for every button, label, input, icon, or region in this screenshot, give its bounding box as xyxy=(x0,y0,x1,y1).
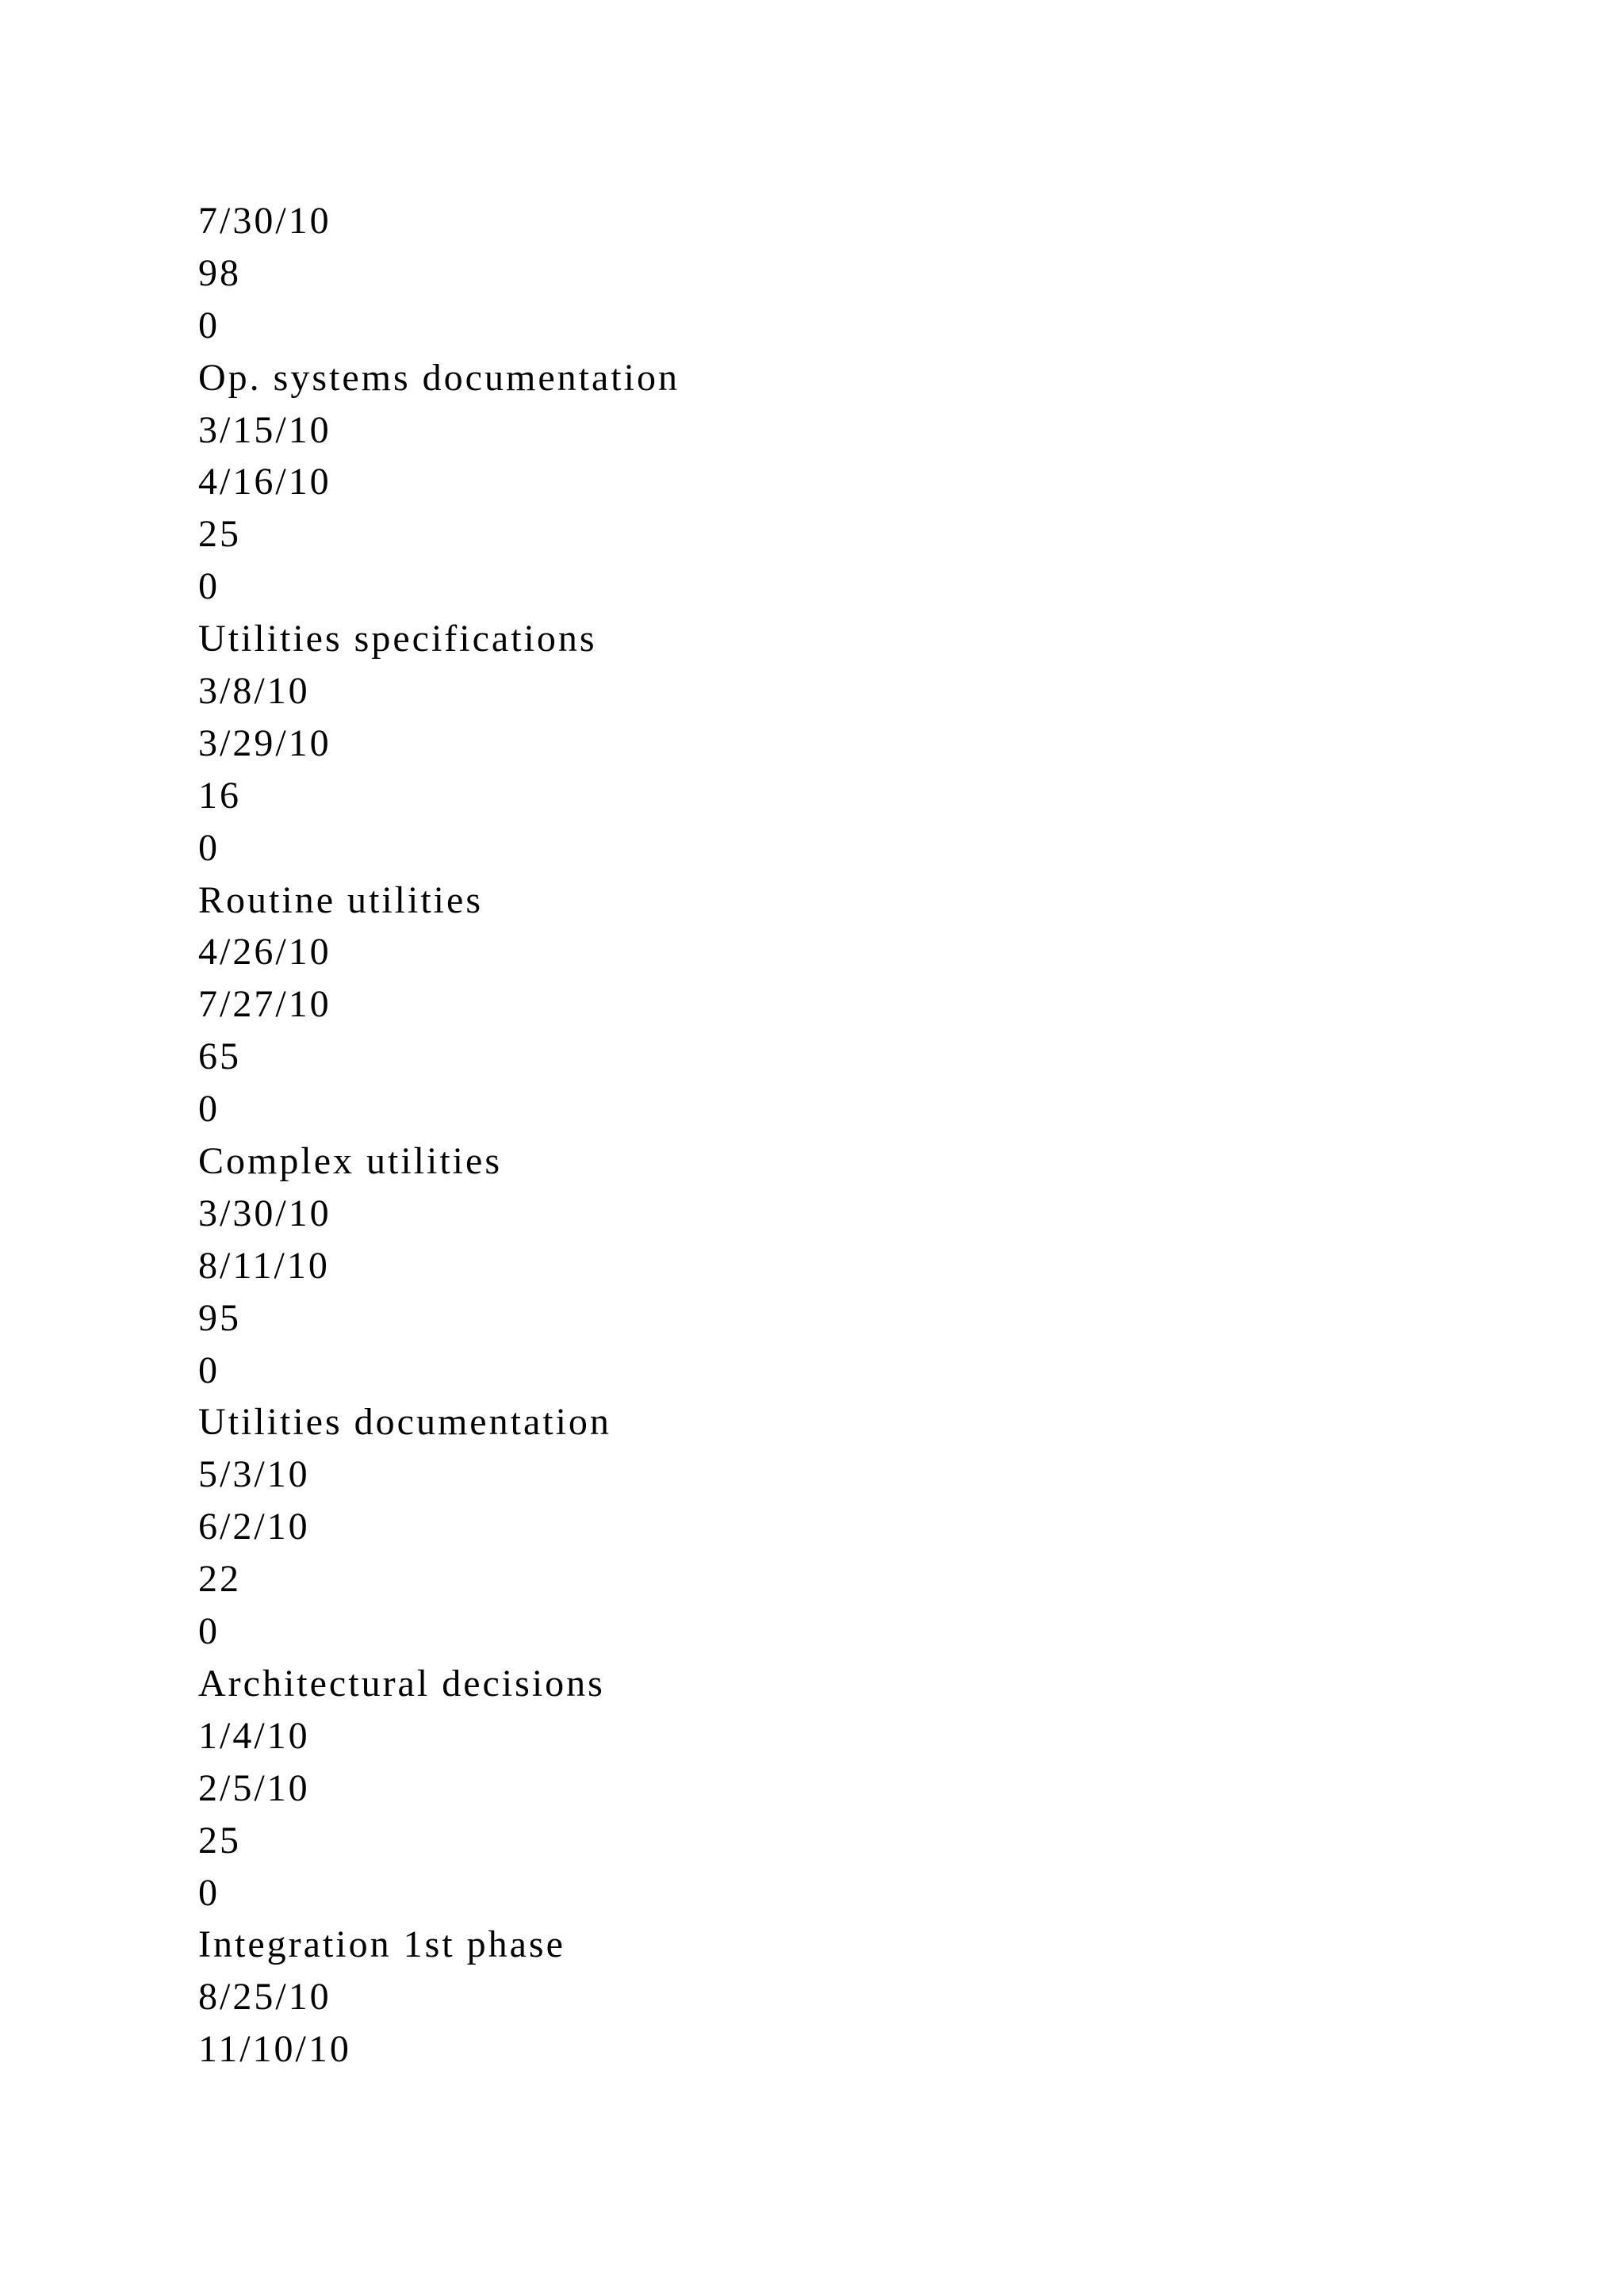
text-line: Complex utilities xyxy=(198,1140,502,1183)
text-line: 0 xyxy=(198,565,220,608)
text-line: 1/4/10 xyxy=(198,1714,310,1757)
text-line: 0 xyxy=(198,304,220,346)
text-line: 7/27/10 xyxy=(198,983,331,1026)
text-line: 25 xyxy=(198,1819,241,1862)
text-line: 2/5/10 xyxy=(198,1766,310,1809)
text-line: 25 xyxy=(198,513,241,556)
text-line: 95 xyxy=(198,1296,241,1339)
text-line: 0 xyxy=(198,1871,220,1914)
text-line: 7/30/10 xyxy=(198,200,331,242)
text-line: 0 xyxy=(198,1088,220,1131)
text-line: 3/15/10 xyxy=(198,408,331,451)
text-line: 4/16/10 xyxy=(198,461,331,503)
text-line: Utilities specifications xyxy=(198,618,597,660)
text-line: 98 xyxy=(198,251,241,294)
text-line: 4/26/10 xyxy=(198,931,331,974)
text-line: 3/8/10 xyxy=(198,670,310,713)
text-line: 0 xyxy=(198,1610,220,1653)
text-line: 22 xyxy=(198,1558,241,1601)
text-line: 5/3/10 xyxy=(198,1453,310,1496)
text-lines xyxy=(198,195,680,2076)
text-line: 6/2/10 xyxy=(198,1506,310,1548)
text-line: 3/29/10 xyxy=(198,721,331,764)
text-line: 3/30/10 xyxy=(198,1192,331,1234)
text-line: Architectural decisions xyxy=(198,1662,605,1705)
text-line: 16 xyxy=(198,774,241,817)
text-line: 11/10/10 xyxy=(198,2028,351,2071)
text-line: 8/25/10 xyxy=(198,1976,331,2019)
text-line: 65 xyxy=(198,1035,241,1078)
text-line: Utilities documentation xyxy=(198,1401,611,1444)
text-line: Op. systems documentation xyxy=(198,356,680,399)
text-line: Routine utilities xyxy=(198,878,483,921)
text-line: Integration 1st phase xyxy=(198,1923,565,1966)
text-line: 0 xyxy=(198,826,220,869)
text-line: 0 xyxy=(198,1349,220,1391)
text-line: 8/11/10 xyxy=(198,1244,330,1287)
